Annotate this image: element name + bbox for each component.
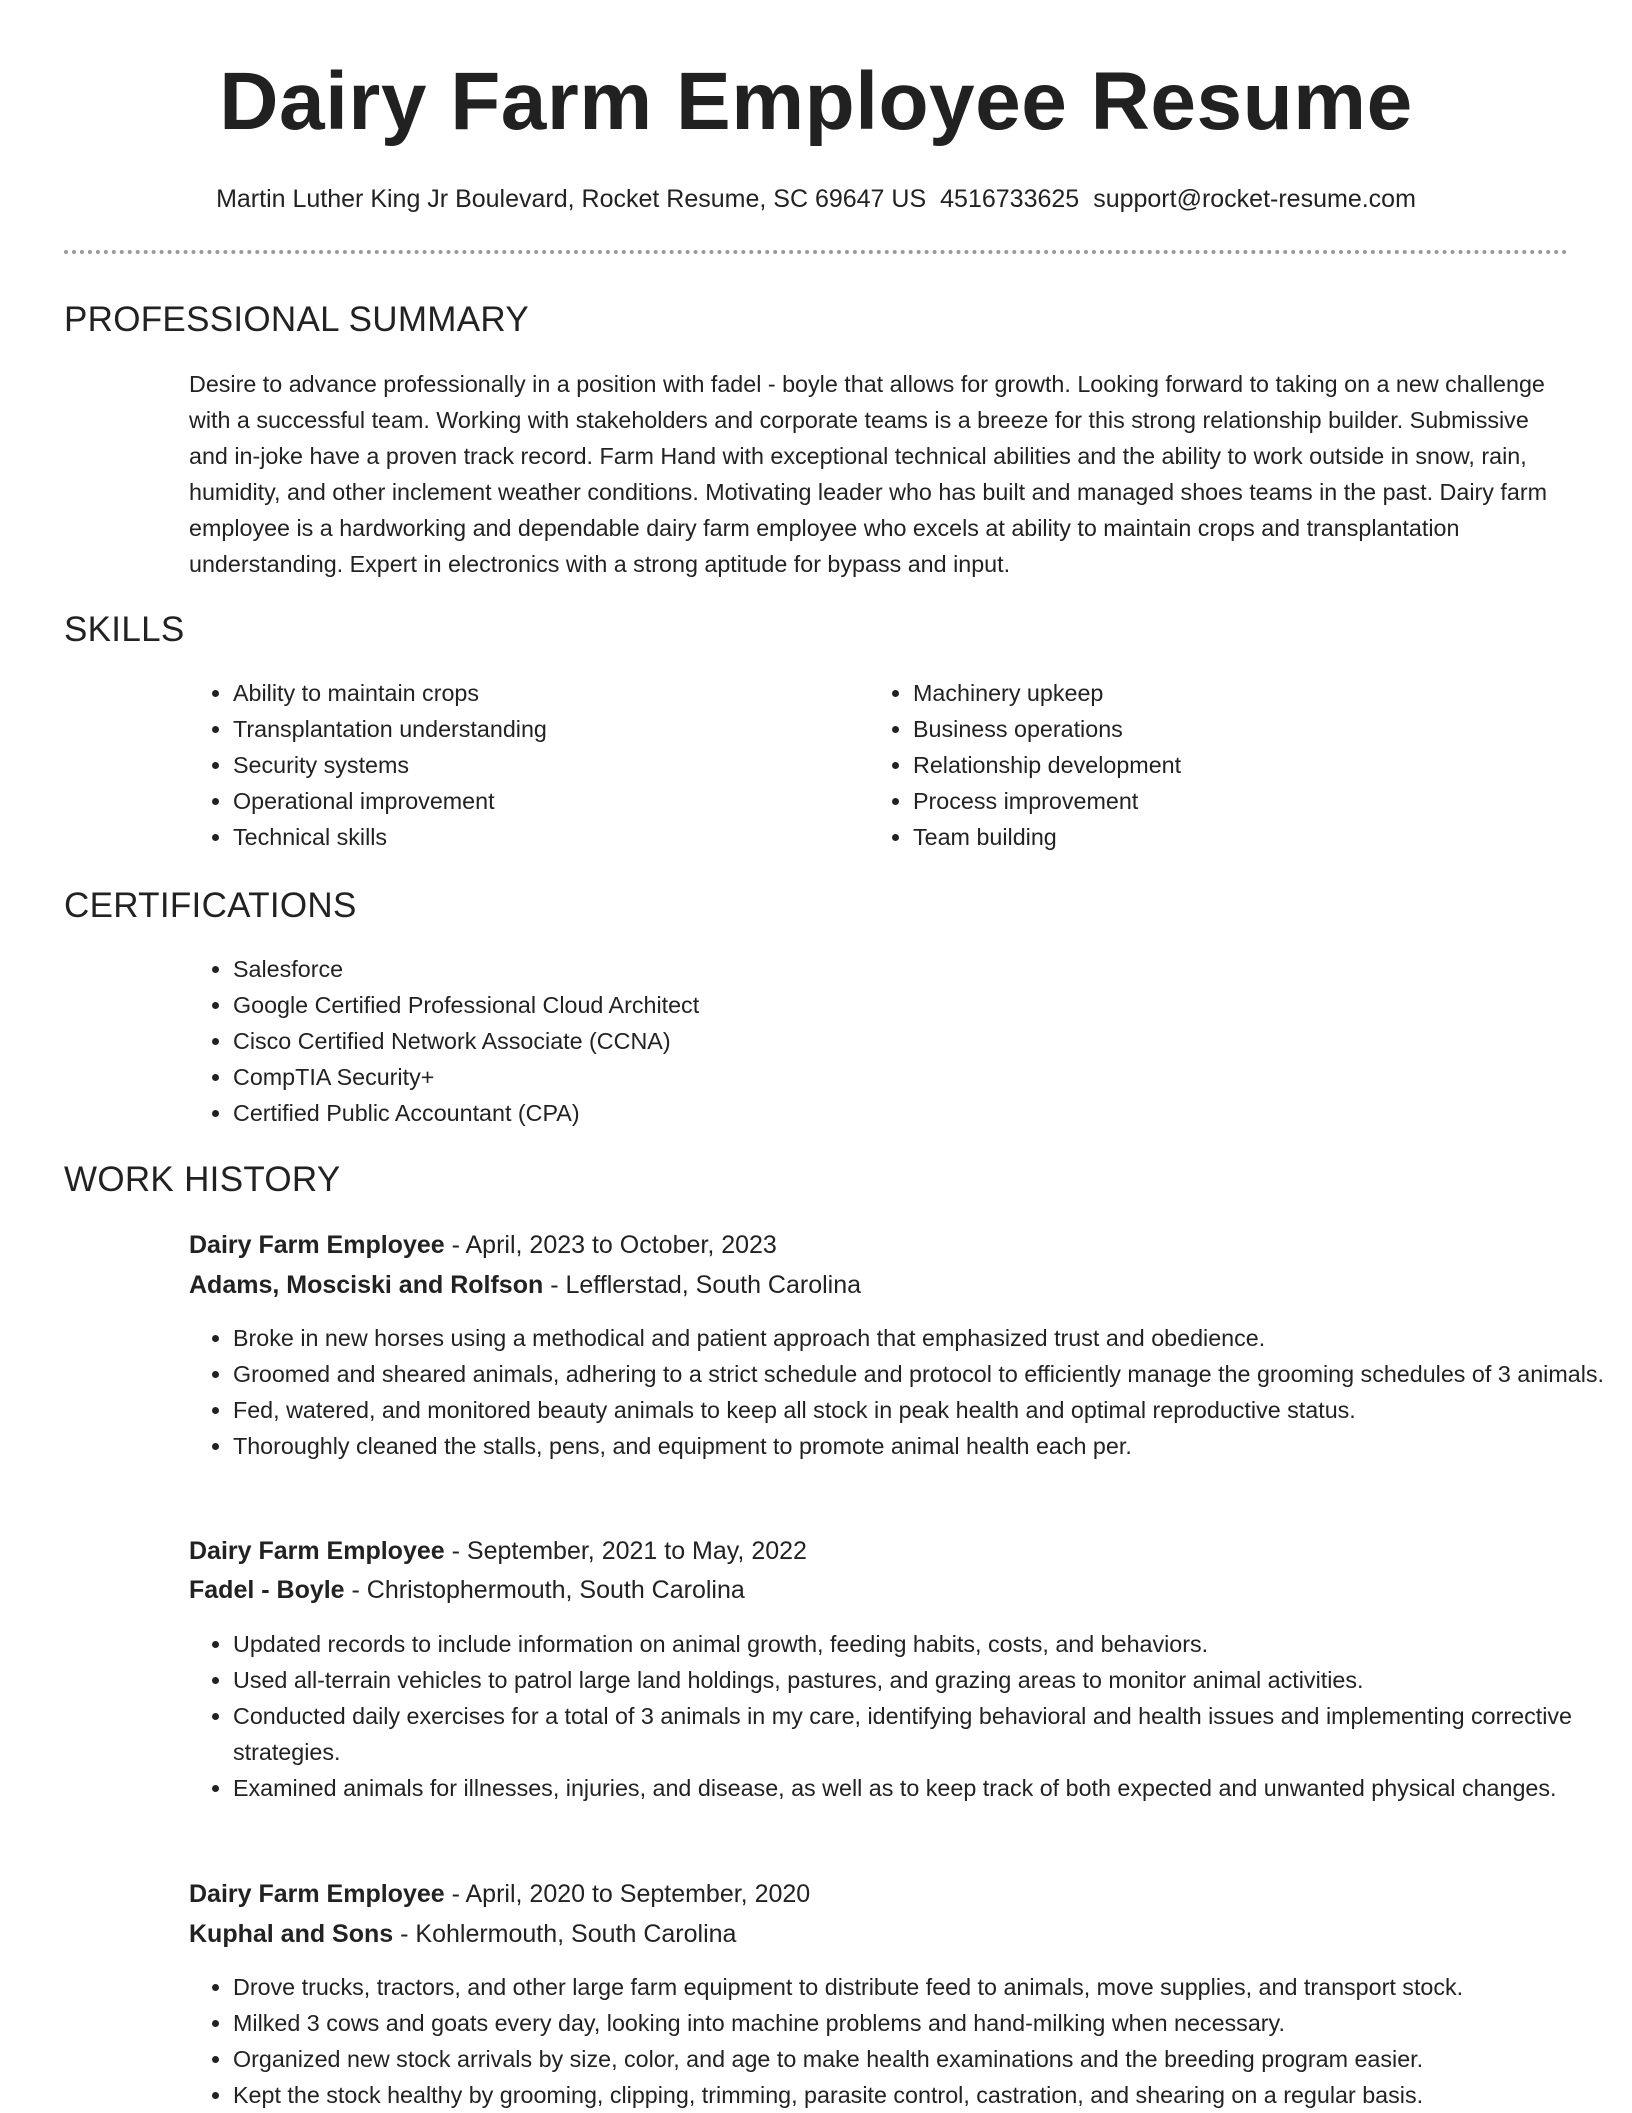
job-duties-list xyxy=(189,1320,1613,1464)
skills-list-left xyxy=(189,675,853,855)
job-duties-list xyxy=(189,1626,1613,1806)
job-role: Dairy Farm Employee xyxy=(189,1537,445,1565)
skill-item: • Process improvement xyxy=(913,783,1533,819)
skill-item: • Machinery upkeep xyxy=(913,675,1533,711)
job-duty: • Conducted daily exercises for a total of 3 animals in my care, identifying behavioral and health issues and implementing corrective strategies. xyxy=(233,1698,1613,1770)
contact-address: Martin Luther King Jr Boulevard, Rocket Resume, SC 69647 US xyxy=(216,185,927,213)
job-role: Dairy Farm Employee xyxy=(189,1880,445,1908)
job-title-line xyxy=(189,1874,810,1914)
job-duty: • Thoroughly cleaned the stalls, pens, and equipment to promote animal health each per. xyxy=(233,1428,1613,1464)
certification-item: • Certified Public Accountant (CPA) xyxy=(233,1095,1233,1131)
job-dates: - April, 2020 to September, 2020 xyxy=(444,1880,811,1908)
skill-item: • Transplantation understanding xyxy=(233,711,853,747)
job-location: - Kohlermouth, South Carolina xyxy=(393,1920,737,1948)
skill-item: • Technical skills xyxy=(233,819,853,855)
summary-heading: PROFESSIONAL SUMMARY xyxy=(64,300,529,339)
job-title-line xyxy=(189,1225,777,1265)
job-company: Fadel - Boyle xyxy=(189,1576,345,1604)
job-duty: • Fed, watered, and monitored beauty animals to keep all stock in peak health and optimal reproductive status. xyxy=(233,1392,1613,1428)
header-divider xyxy=(64,250,1568,254)
job-duty: • Organized new stock arrivals by size, color, and age to make health examinations and the breeding program easier. xyxy=(233,2041,1613,2077)
job-company: Adams, Mosciski and Rolfson xyxy=(189,1271,544,1299)
skill-item: • Relationship development xyxy=(913,747,1533,783)
certification-item: • Google Certified Professional Cloud Architect xyxy=(233,987,1233,1023)
job-role: Dairy Farm Employee xyxy=(189,1231,445,1259)
certifications-list xyxy=(189,951,1233,1131)
certification-item: • Salesforce xyxy=(233,951,1233,987)
job-duty: • Drove trucks, tractors, and other large farm equipment to distribute feed to animals, move supplies, and transport stock. xyxy=(233,1969,1613,2005)
job-duties-list xyxy=(189,1969,1613,2113)
certifications-heading: CERTIFICATIONS xyxy=(64,886,357,925)
job-company-line xyxy=(189,1265,861,1305)
job-company: Kuphal and Sons xyxy=(189,1920,394,1948)
resume-title: Dairy Farm Employee Resume xyxy=(219,56,1413,147)
skill-item: • Ability to maintain crops xyxy=(233,675,853,711)
job-location: - Christophermouth, South Carolina xyxy=(344,1576,745,1604)
job-company-line xyxy=(189,1570,745,1610)
job-duty: • Milked 3 cows and goats every day, looking into machine problems and hand-milking when necessary. xyxy=(233,2005,1613,2041)
skills-list-right xyxy=(869,675,1533,855)
skill-item: • Security systems xyxy=(233,747,853,783)
job-duty: • Used all-terrain vehicles to patrol large land holdings, pastures, and grazing areas to monitor animal activities. xyxy=(233,1662,1613,1698)
job-location: - Lefflerstad, South Carolina xyxy=(543,1271,862,1299)
contact-phone: 4516733625 xyxy=(940,185,1080,213)
job-duty: • Updated records to include information on animal growth, feeding habits, costs, and behaviors. xyxy=(233,1626,1613,1662)
job-duty: • Broke in new horses using a methodical and patient approach that emphasized trust and obedience. xyxy=(233,1320,1613,1356)
job-company-line xyxy=(189,1914,736,1954)
skill-item: • Business operations xyxy=(913,711,1533,747)
job-title-line xyxy=(189,1531,807,1571)
certification-item: • CompTIA Security+ xyxy=(233,1059,1233,1095)
work-history-heading: WORK HISTORY xyxy=(64,1160,341,1199)
skills-heading: SKILLS xyxy=(64,610,185,649)
job-duty: • Examined animals for illnesses, injuries, and disease, as well as to keep track of both expected and unwanted physical changes. xyxy=(233,1770,1613,1806)
certification-item: • Cisco Certified Network Associate (CCNA) xyxy=(233,1023,1233,1059)
job-duty: • Kept the stock healthy by grooming, clipping, trimming, parasite control, castration, and shearing on a regular basis. xyxy=(233,2077,1613,2113)
skill-item: • Team building xyxy=(913,819,1533,855)
summary-text: Desire to advance professionally in a position with fadel - boyle that allows for growth. Looking forward to taking on a new challenge with a successful team. Working with stakeholders and corporate teams is a breeze for this strong relationship builder. Submissive and in-joke have a proven track record. Farm Hand with exceptional technical abilities and the ability to work outside in snow, rain, humidity, and other inclement weather conditions. Motivating leader who has built and managed shoes teams in the past. Dairy farm employee is a hardworking and dependable dairy farm employee who excels at ability to maintain crops and transplantation understanding. Expert in electronics with a strong aptitude for bypass and input. xyxy=(189,371,1547,577)
skill-item: • Operational improvement xyxy=(233,783,853,819)
job-duty: • Groomed and sheared animals, adhering to a strict schedule and protocol to efficiently manage the grooming schedules of 3 animals. xyxy=(233,1356,1613,1392)
contact-line xyxy=(0,181,1632,217)
job-dates: - April, 2023 to October, 2023 xyxy=(444,1231,777,1259)
job-dates: - September, 2021 to May, 2022 xyxy=(444,1537,807,1565)
contact-email: support@rocket-resume.com xyxy=(1093,185,1416,213)
